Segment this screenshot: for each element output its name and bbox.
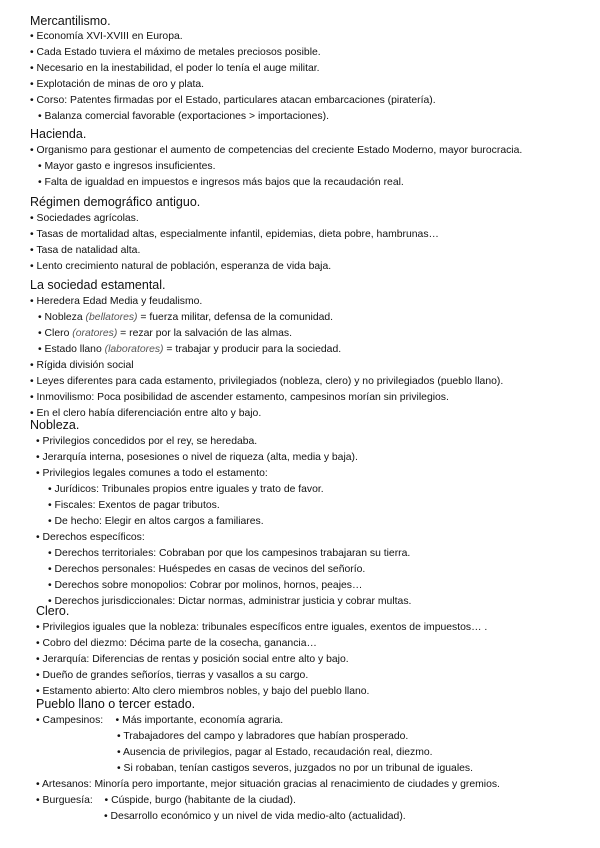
list-item: • Burguesía: • Cúspide, burgo (habitante de la ciudad).	[36, 795, 296, 806]
list-item: • Desarrollo económico y un nivel de vida medio-alto (actualidad).	[104, 811, 406, 822]
list-item: • Tasas de mortalidad altas, especialmente infantil, epidemias, dieta pobre, hambrunas…	[30, 229, 439, 240]
list-item: • Organismo para gestionar el aumento de competencias del creciente Estado Moderno, mayor burocracia.	[30, 145, 523, 156]
list-item: • Derechos jurisdiccionales: Dictar normas, administrar justicia y cobrar multas.	[48, 596, 412, 607]
heading-sociedad-estamental: La sociedad estamental.	[30, 278, 166, 292]
list-item: • Rígida división social	[30, 360, 134, 371]
list-item: • Tasa de natalidad alta.	[30, 245, 141, 256]
heading-nobleza: Nobleza.	[30, 418, 80, 432]
list-item: • Inmovilismo: Poca posibilidad de ascender estamento, campesinos morían sin privilegios.	[30, 392, 449, 403]
heading-regimen-demografico: Régimen demográfico antiguo.	[30, 195, 201, 209]
list-item: • Si robaban, tenían castigos severos, juzgados no por un tribunal de iguales.	[117, 763, 473, 774]
heading-pueblo-llano: Pueblo llano o tercer estado.	[36, 697, 196, 711]
list-item: • Privilegios legales comunes a todo el estamento:	[36, 468, 268, 479]
list-item: • Campesinos: • Más importante, economía agraria.	[36, 715, 284, 726]
list-item: • Jerarquía interna, posesiones o nivel de riqueza (alta, media y baja).	[36, 452, 358, 463]
list-item: • Artesanos: Minoría pero importante, mejor situación gracias al renacimiento de ciudades y gremios.	[36, 779, 500, 790]
list-item: • Heredera Edad Media y feudalismo.	[30, 296, 203, 307]
heading-hacienda: Hacienda.	[30, 127, 87, 141]
list-item: • Falta de igualdad en impuestos e ingresos más bajos que la recaudación real.	[38, 177, 404, 188]
heading-clero: Clero.	[36, 604, 70, 618]
list-item: • Leyes diferentes para cada estamento, privilegiados (nobleza, clero) y no privilegiados (pueblo llano).	[30, 376, 504, 387]
list-item: • Derechos específicos:	[36, 532, 145, 543]
list-item: • Cada Estado tuviera el máximo de metales preciosos posible.	[30, 47, 321, 58]
list-item: • Trabajadores del campo y labradores que habían prosperado.	[117, 731, 409, 742]
list-item: • Derechos sobre monopolios: Cobrar por molinos, hornos, peajes…	[48, 580, 363, 591]
list-item: • Explotación de minas de oro y plata.	[30, 79, 205, 90]
list-item: • Jerarquía: Diferencias de rentas y posición social entre alto y bajo.	[36, 654, 349, 665]
list-item: • Ausencia de privilegios, pagar al Estado, recaudación real, diezmo.	[117, 747, 433, 758]
list-item: • Derechos personales: Huéspedes en casas de vecinos del señorío.	[48, 564, 366, 575]
list-item: • Dueño de grandes señoríos, tierras y vasallos a su cargo.	[36, 670, 309, 681]
list-item: • Fiscales: Exentos de pagar tributos.	[48, 500, 220, 511]
list-item: • Mayor gasto e ingresos insuficientes.	[38, 161, 216, 172]
list-item: • Derechos territoriales: Cobraban por que los campesinos trabajaran su tierra.	[48, 548, 411, 559]
heading-mercantilismo: Mercantilismo.	[30, 14, 111, 28]
list-item: • En el clero había diferenciación entre alto y bajo.	[30, 408, 262, 419]
list-item: • Corso: Patentes firmadas por el Estado, particulares atacan embarcaciones (piratería).	[30, 95, 436, 106]
list-item: • Jurídicos: Tribunales propios entre iguales y trato de favor.	[48, 484, 324, 495]
list-item: • Privilegios concedidos por el rey, se heredaba.	[36, 436, 258, 447]
list-item: • Clero (oratores) = rezar por la salvación de las almas.	[38, 328, 292, 339]
list-item: • Estado llano (laboratores) = trabajar y producir para la sociedad.	[38, 344, 342, 355]
list-item: • Lento crecimiento natural de población, esperanza de vida baja.	[30, 261, 332, 272]
list-item: • Necesario en la inestabilidad, el poder lo tenía el auge militar.	[30, 63, 320, 74]
list-item: • Estamento abierto: Alto clero miembros nobles, y bajo del pueblo llano.	[36, 686, 370, 697]
list-item: • Privilegios iguales que la nobleza: tribunales específicos entre iguales, exentos de impuestos… .	[36, 622, 488, 633]
list-item: • Cobro del diezmo: Décima parte de la cosecha, ganancia…	[36, 638, 317, 649]
list-item: • Sociedades agrícolas.	[30, 213, 139, 224]
list-item: • Nobleza (bellatores) = fuerza militar, defensa de la comunidad.	[38, 312, 334, 323]
list-item: • Economía XVI-XVIII en Europa.	[30, 31, 183, 42]
list-item: • Balanza comercial favorable (exportaciones > importaciones).	[38, 111, 329, 122]
list-item: • De hecho: Elegir en altos cargos a familiares.	[48, 516, 264, 527]
